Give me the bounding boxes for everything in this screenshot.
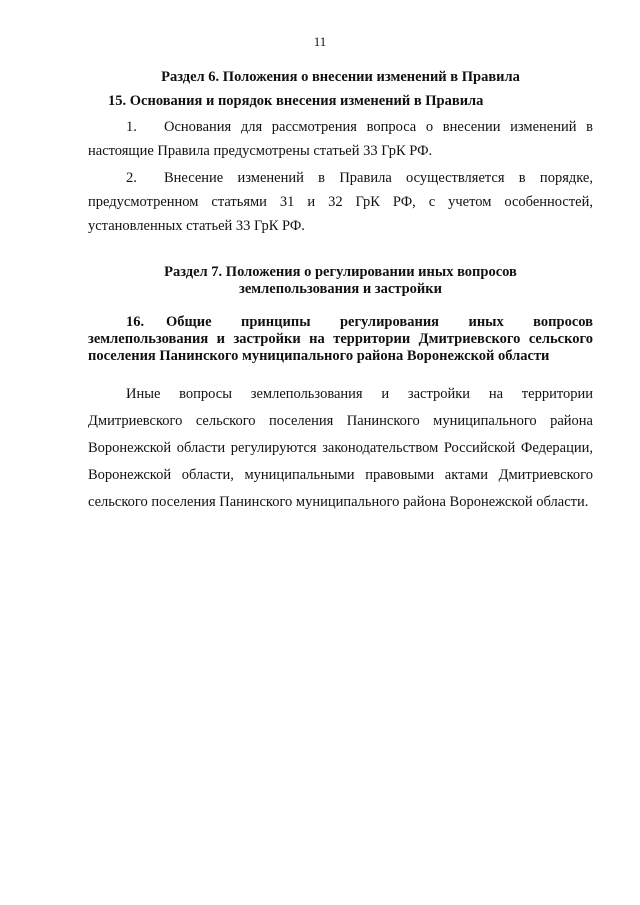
article-16-title [88,314,593,365]
section-7-title-line-1: Раздел 7. Положения о регулировании иных вопросов [164,264,517,280]
article-15-item-1 [88,115,593,163]
article-15-title: 15. Основания и порядок внесения изменений в Правила [108,93,484,109]
item-text: Основания для рассмотрения вопроса о внесении изменений в настоящие Правила предусмотрены статьей 33 ГрК РФ. [88,119,593,159]
page-number: 11 [313,34,327,49]
section-6-title: Раздел 6. Положения о внесении изменений в Правила [161,69,520,85]
section-7-title-line-2: землепользования и застройки [239,281,442,297]
item-number: 2. [126,170,137,186]
item-number: 1. [126,119,137,135]
article-title-text: Общие принципы регулирования иных вопросов землепользования и застройки на территории Дмитриевского сельского поселения Панинского муниципального района Воронежской области [88,314,593,364]
article-number: 16. [126,314,145,330]
section-7-body: Иные вопросы землепользования и застройки на территории Дмитриевского сельского поселения Панинского муниципального района Воронежской области регулируются законодательством Российской Федерации, Воронежской области, муниципальными правовыми актами Дмитриевского сельского поселения Панинского муниципального района Воронежской области. [88,386,593,510]
article-15-item-2 [88,166,593,238]
item-text: Внесение изменений в Правила осуществляется в порядке, предусмотренном статьями 31 и 32 ГрК РФ, с учетом особенностей, установленных статьей 33 ГрК РФ. [88,170,593,234]
